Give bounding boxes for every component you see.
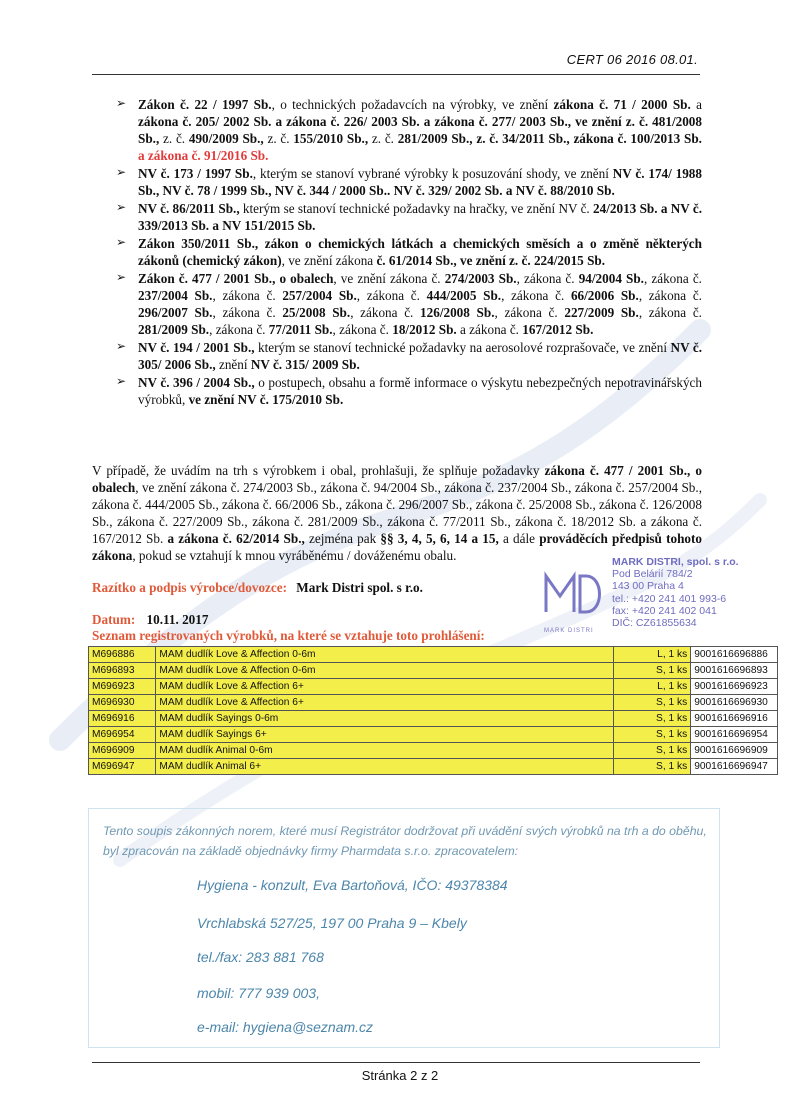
info-email: e-mail: hygiena@seznam.cz	[197, 1019, 374, 1035]
text-segment: kterým se stanoví technické požadavky na aerosolové rozprašovače, ve znění	[254, 340, 671, 355]
product-code: M696893	[89, 663, 156, 679]
law-list	[92, 96, 702, 409]
product-code: M696923	[89, 679, 156, 695]
text-segment: Zákon č. 477 / 2001 Sb., o obalech	[138, 271, 334, 286]
stamp-sign-line	[92, 580, 423, 596]
text-segment: , pokud se vztahují k mnou vyráběnému / dováženému obalu.	[132, 548, 457, 563]
product-name: MAM dudlík Love & Affection 6+	[156, 695, 613, 711]
text-segment: 444/2005 Sb.	[426, 288, 502, 303]
product-code: M696886	[89, 647, 156, 663]
arrow-bullet-icon: ➢	[116, 200, 127, 214]
md-logo-icon	[540, 562, 604, 626]
text-segment: 257/2004 Sb.	[282, 288, 357, 303]
text-segment: a	[690, 97, 702, 112]
table-row	[89, 743, 778, 759]
arrow-bullet-icon: ➢	[116, 165, 127, 179]
stamp-line: MARK DISTRI, spol. s r.o.	[612, 556, 739, 568]
stamp-line: DIČ: CZ61855634	[612, 617, 697, 630]
text-segment: a zákona č. 91/2016 Sb.	[138, 148, 269, 163]
certificate-reference: CERT 06 2016 08.01.	[566, 52, 698, 67]
packaging-declaration	[92, 462, 702, 564]
text-segment: NV č. 194 / 2001 Sb.,	[138, 340, 255, 355]
text-segment: kterým se stanoví technické požadavky na hračky, ve znění NV č.	[239, 201, 594, 216]
product-code: M696909	[89, 743, 156, 759]
text-segment: z. č.	[263, 131, 294, 146]
text-segment: prováděcích předpisů tohoto zákona	[92, 531, 702, 563]
product-size: S, 1 ks	[613, 663, 691, 679]
text-segment: znění	[215, 357, 251, 372]
text-segment: , zákona č.	[356, 288, 427, 303]
date-label: Datum:	[92, 612, 136, 627]
product-ean: 9001616696909	[691, 743, 778, 759]
text-segment: §§ 3, 4, 5, 6, 14 a 15,	[380, 531, 499, 546]
page-number-text: Stránka 2 z 2	[361, 1068, 439, 1083]
products-heading: Seznam registrovaných výrobků, na které se vztahuje toto prohlášení:	[92, 628, 485, 643]
info-address: Vrchlabská 527/25, 197 00 Praha 9 – Kbely	[197, 915, 467, 931]
text-segment: 167/2012 Sb.	[522, 322, 594, 337]
product-code: M696930	[89, 695, 156, 711]
text-segment: z. č.	[368, 131, 398, 146]
product-size: S, 1 ks	[613, 727, 691, 743]
date-line	[92, 612, 208, 628]
stamp-line: tel.: +420 241 401 993-6	[612, 592, 727, 605]
company-stamp	[540, 556, 762, 652]
table-row	[89, 679, 778, 695]
date-value: 10.11. 2017	[146, 612, 209, 627]
product-code: M696916	[89, 711, 156, 727]
text-segment: , zákona č.	[212, 288, 283, 303]
text-segment: , zákona č.	[638, 305, 702, 320]
product-size: L, 1 ks	[613, 679, 691, 695]
text-segment: 94/2004 Sb.	[578, 271, 644, 286]
product-name: MAM dudlík Love & Affection 6+	[156, 679, 613, 695]
manufacturer-name: Mark Distri spol. s r.o.	[296, 580, 423, 595]
product-ean: 9001616696923	[691, 679, 778, 695]
text-segment: , zákona č.	[643, 271, 702, 286]
law-item	[92, 96, 702, 164]
product-size: S, 1 ks	[613, 711, 691, 727]
text-segment: ve znění NV č. 175/2010 Sb.	[188, 392, 344, 407]
stamp-sign-label: Razítko a podpis výrobce/dovozce:	[92, 580, 287, 595]
info-company: Hygiena - konzult, Eva Bartoňová, IČO: 49378384	[197, 877, 508, 893]
text-segment: , ve znění zákona č. 274/2003 Sb., zákona č. 94/2004 Sb., zákona č. 237/2004 Sb., zákona č. 257/2004 Sb., zákona č. 444/2005 Sb., zákona č. 66/2006 Sb., zákona č. 296/2007 Sb., zákona č. 25/2008 Sb., zákona č. 126/2008 Sb., zákona č. 227/2009 Sb., zákona č. 281/2009 Sb., zákona č. 77/2011 Sb., zákona č. 18/2012 Sb. a zákona č. 167/2012 Sb.	[92, 480, 702, 546]
text-segment: 281/2009 Sb., z. č. 34/2011 Sb., zákona č. 100/2013 Sb.	[397, 131, 702, 146]
text-segment: NV č. 305/ 2006 Sb.,	[138, 340, 703, 372]
text-segment: 126/2008 Sb.	[420, 305, 495, 320]
text-segment: , zákona č.	[212, 305, 283, 320]
stamp-line: fax: +420 241 402 041	[612, 604, 717, 617]
text-segment: 18/2012 Sb.	[392, 322, 457, 337]
law-item	[92, 235, 702, 269]
product-code: M696954	[89, 727, 156, 743]
text-segment: a zákona č. 62/2014 Sb.,	[167, 531, 305, 546]
text-segment: , zákona č.	[209, 322, 269, 337]
arrow-bullet-icon: ➢	[116, 235, 127, 249]
info-mobile: mobil: 777 939 003,	[197, 985, 320, 1001]
product-size: S, 1 ks	[613, 759, 691, 775]
text-segment: 274/2003 Sb.	[444, 271, 517, 286]
law-item	[92, 374, 702, 408]
text-segment: V případě, že uvádím na trh s výrobkem i obal, prohlašuji, že splňuje požadavky	[92, 463, 545, 478]
product-ean: 9001616696893	[691, 663, 778, 679]
product-code: M696947	[89, 759, 156, 775]
product-name: MAM dudlík Love & Affection 0-6m	[156, 647, 613, 663]
product-ean: 9001616696954	[691, 727, 778, 743]
text-segment: zákona č. 477 / 2001 Sb., o obalech	[92, 463, 702, 495]
header-divider	[92, 74, 700, 75]
stamp-line: Pod Belárií 784/2	[612, 568, 693, 581]
text-segment: z. č.	[159, 131, 189, 146]
text-segment: 227/2009 Sb.	[564, 305, 639, 320]
stamp-line: 143 00 Praha 4	[612, 580, 684, 593]
info-intro: Tento soupis zákonných norem, které musí Registrátor dodržovat při uvádění svých výrobků na trh a do oběhu, byl zpracován na základě objednávky firmy Pharmdata s.r.o. zpracovatelem:	[103, 824, 707, 858]
table-row	[89, 647, 778, 663]
table-row	[89, 711, 778, 727]
text-segment: NV č. 315/ 2009 Sb.	[250, 357, 360, 372]
law-item	[92, 165, 702, 199]
table-row	[89, 759, 778, 775]
product-size: L, 1 ks	[613, 647, 691, 663]
table-row	[89, 727, 778, 743]
text-segment: , zákona č.	[638, 288, 702, 303]
text-segment: NV č. 86/2011 Sb.,	[138, 201, 240, 216]
product-ean: 9001616696930	[691, 695, 778, 711]
arrow-bullet-icon: ➢	[116, 374, 127, 388]
text-segment: zákona č. 71 / 2000 Sb.	[553, 97, 691, 112]
text-segment: zákona č. 205/ 2002 Sb. a zákona č. 226/ 2003 Sb. a zákona č. 277/ 2003 Sb., ve znění z. č. 481/2008 Sb.,	[138, 114, 702, 146]
text-segment: 155/2010 Sb.,	[293, 131, 369, 146]
product-name: MAM dudlík Love & Affection 0-6m	[156, 663, 613, 679]
text-segment: 25/2008 Sb.	[282, 305, 351, 320]
text-segment: , zákona č.	[501, 288, 571, 303]
table-row	[89, 663, 778, 679]
text-segment: NV č. 396 / 2004 Sb.,	[138, 375, 255, 390]
footer-divider	[92, 1062, 700, 1063]
text-segment: , zákona č.	[332, 322, 393, 337]
text-segment: č. 61/2014 Sb., ve znění z. č. 224/2015 Sb.	[376, 253, 606, 268]
text-segment: a zákona č.	[456, 322, 523, 337]
text-segment: , zákona č.	[516, 271, 579, 286]
text-segment: , kterým se stanoví vybrané výrobky k posuzování shody, ve znění	[252, 166, 613, 181]
text-segment: , o technických požadavcích na výrobky, ve znění	[271, 97, 554, 112]
stamp-text	[612, 556, 739, 629]
product-size: S, 1 ks	[613, 743, 691, 759]
text-segment: 237/2004 Sb.	[138, 288, 213, 303]
text-segment: o postupech, obsahu a formě informace o výskytu nebezpečných nepotravinářských výrobků,	[138, 375, 702, 407]
product-name: MAM dudlík Sayings 6+	[156, 727, 613, 743]
law-item	[92, 339, 702, 373]
product-name: MAM dudlík Animal 6+	[156, 759, 613, 775]
arrow-bullet-icon: ➢	[116, 339, 127, 353]
products-heading-line	[92, 628, 485, 644]
text-segment: 66/2006 Sb.	[570, 288, 639, 303]
product-size: S, 1 ks	[613, 695, 691, 711]
product-name: MAM dudlík Animal 0-6m	[156, 743, 613, 759]
product-table	[88, 646, 778, 775]
text-segment: , zákona č.	[350, 305, 421, 320]
text-segment: 296/2007 Sb.	[138, 305, 213, 320]
text-segment: , ve znění zákona	[281, 253, 377, 268]
text-segment: Zákon 350/2011 Sb., zákon o chemických látkách a chemických směsích a o změně některých zákonů (chemický zákon)	[138, 236, 702, 268]
text-segment: a dále	[498, 531, 540, 546]
text-segment: 24/2013 Sb. a NV č. 339/2013 Sb. a NV 151/2015 Sb.	[138, 201, 702, 233]
text-segment: 281/2009 Sb.	[138, 322, 210, 337]
text-segment: zejména pak	[304, 531, 381, 546]
arrow-bullet-icon: ➢	[116, 270, 127, 284]
product-ean: 9001616696886	[691, 647, 778, 663]
text-segment: 77/2011 Sb.	[268, 322, 333, 337]
text-segment: , zákona č.	[494, 305, 565, 320]
product-ean: 9001616696916	[691, 711, 778, 727]
processor-info-box	[88, 808, 720, 1048]
page-number	[0, 1068, 800, 1083]
text-segment: 490/2009 Sb.,	[188, 131, 264, 146]
text-segment: , ve znění zákona č.	[333, 271, 445, 286]
product-ean: 9001616696947	[691, 759, 778, 775]
stamp-logo-caption: MARK DISTRI	[544, 628, 594, 634]
law-item	[92, 270, 702, 338]
product-name: MAM dudlík Sayings 0-6m	[156, 711, 613, 727]
text-segment: Zákon č. 22 / 1997 Sb.	[138, 97, 272, 112]
text-segment: NV č. 174/ 1988 Sb., NV č. 78 / 1999 Sb., NV č. 344 / 2000 Sb.. NV č. 329/ 2002 Sb. a NV č. 88/2010 Sb.	[138, 166, 702, 198]
arrow-bullet-icon: ➢	[116, 96, 127, 110]
info-phone: tel./fax: 283 881 768	[197, 949, 324, 965]
text-segment: NV č. 173 / 1997 Sb.	[138, 166, 253, 181]
table-row	[89, 695, 778, 711]
law-item	[92, 200, 702, 234]
